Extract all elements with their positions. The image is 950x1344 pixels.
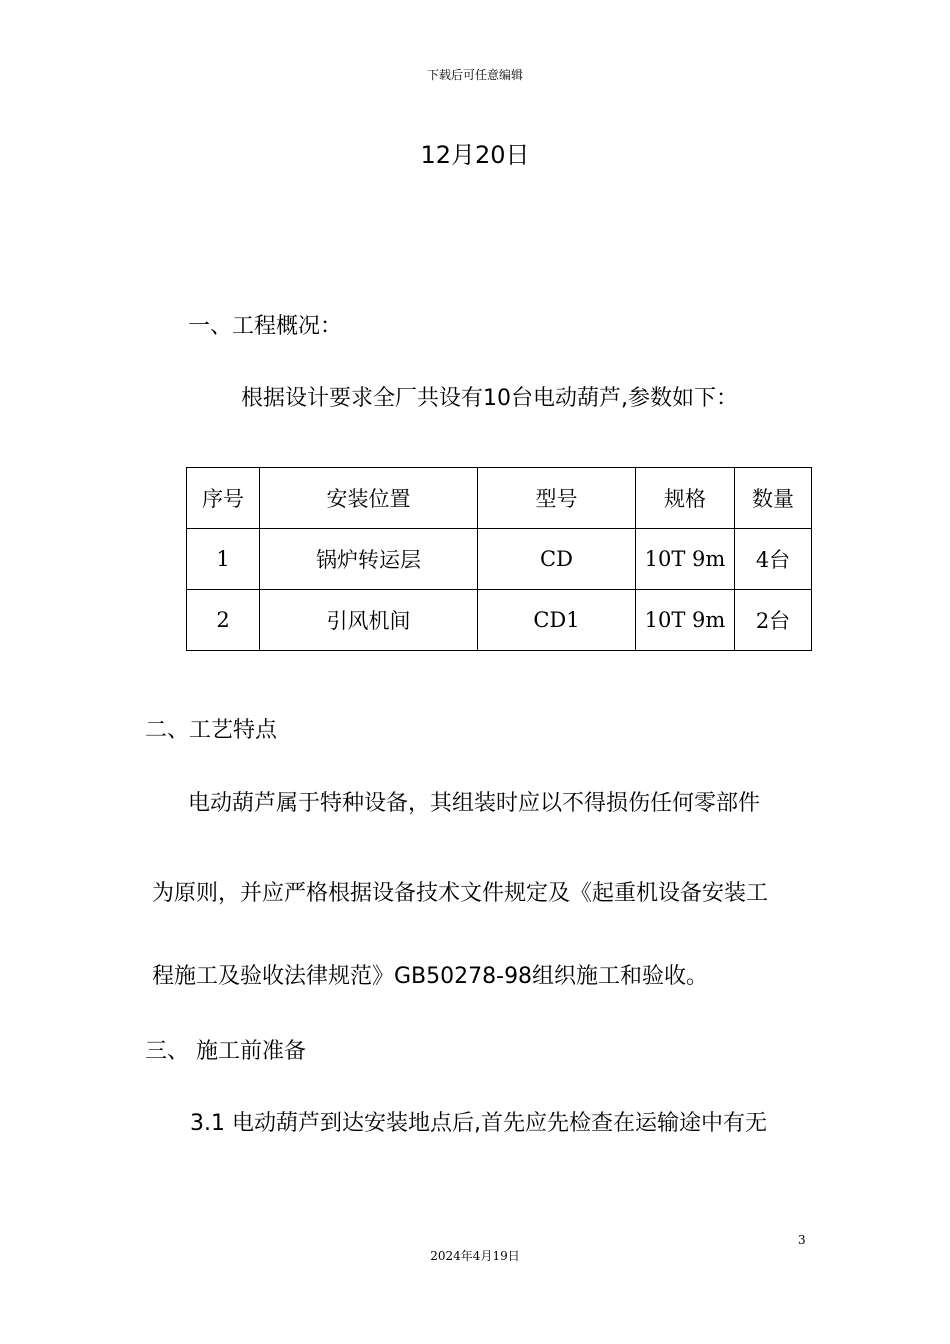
table-cell: 2台 (735, 590, 812, 651)
page-number: 3 (798, 1233, 806, 1247)
section-3-heading: 三、 施工前准备 (145, 1039, 306, 1064)
table-row (187, 590, 812, 651)
section-1-heading: 一、工程概况： (188, 314, 343, 339)
header-cell-index: 序号 (187, 468, 260, 529)
header-note: 下载后可任意编辑 (426, 68, 523, 82)
table-cell: 1 (187, 529, 260, 590)
table-cell: 引风机间 (260, 590, 478, 651)
header-cell-spec: 规格 (636, 468, 735, 529)
section-2-line: 电动葫芦属于特种设备，其组装时应以不得损伤任何零部件 (188, 791, 761, 816)
table-cell: 10T 9m (636, 529, 735, 590)
section-2-line: 程施工及验收法律规范》GB50278-98组织施工和验收。 (152, 964, 709, 989)
header-cell-location: 安装位置 (260, 468, 478, 529)
table-cell: 10T 9m (636, 590, 735, 651)
section-3-line: 3.1 电动葫芦到达安装地点后,首先应先检查在运输途中有无 (190, 1111, 767, 1136)
section-2-line: 为原则，并应严格根据设备技术文件规定及《起重机设备安装工 (152, 881, 769, 906)
header-cell-model: 型号 (478, 468, 636, 529)
table-cell: 锅炉转运层 (260, 529, 478, 590)
section-1-intro: 根据设计要求全厂共设有10台电动葫芦,参数如下： (241, 386, 738, 411)
date-title: 12月20日 (420, 141, 530, 169)
table-cell: CD1 (478, 590, 636, 651)
table-cell: 4台 (735, 529, 812, 590)
header-cell-quantity: 数量 (735, 468, 812, 529)
table-cell: CD (478, 529, 636, 590)
table-header-row (187, 468, 812, 529)
equipment-table (186, 467, 812, 651)
section-2-heading: 二、工艺特点 (145, 718, 278, 743)
table-cell: 2 (187, 590, 260, 651)
footer-date: 2024年4月19日 (430, 1249, 520, 1263)
table-row (187, 529, 812, 590)
